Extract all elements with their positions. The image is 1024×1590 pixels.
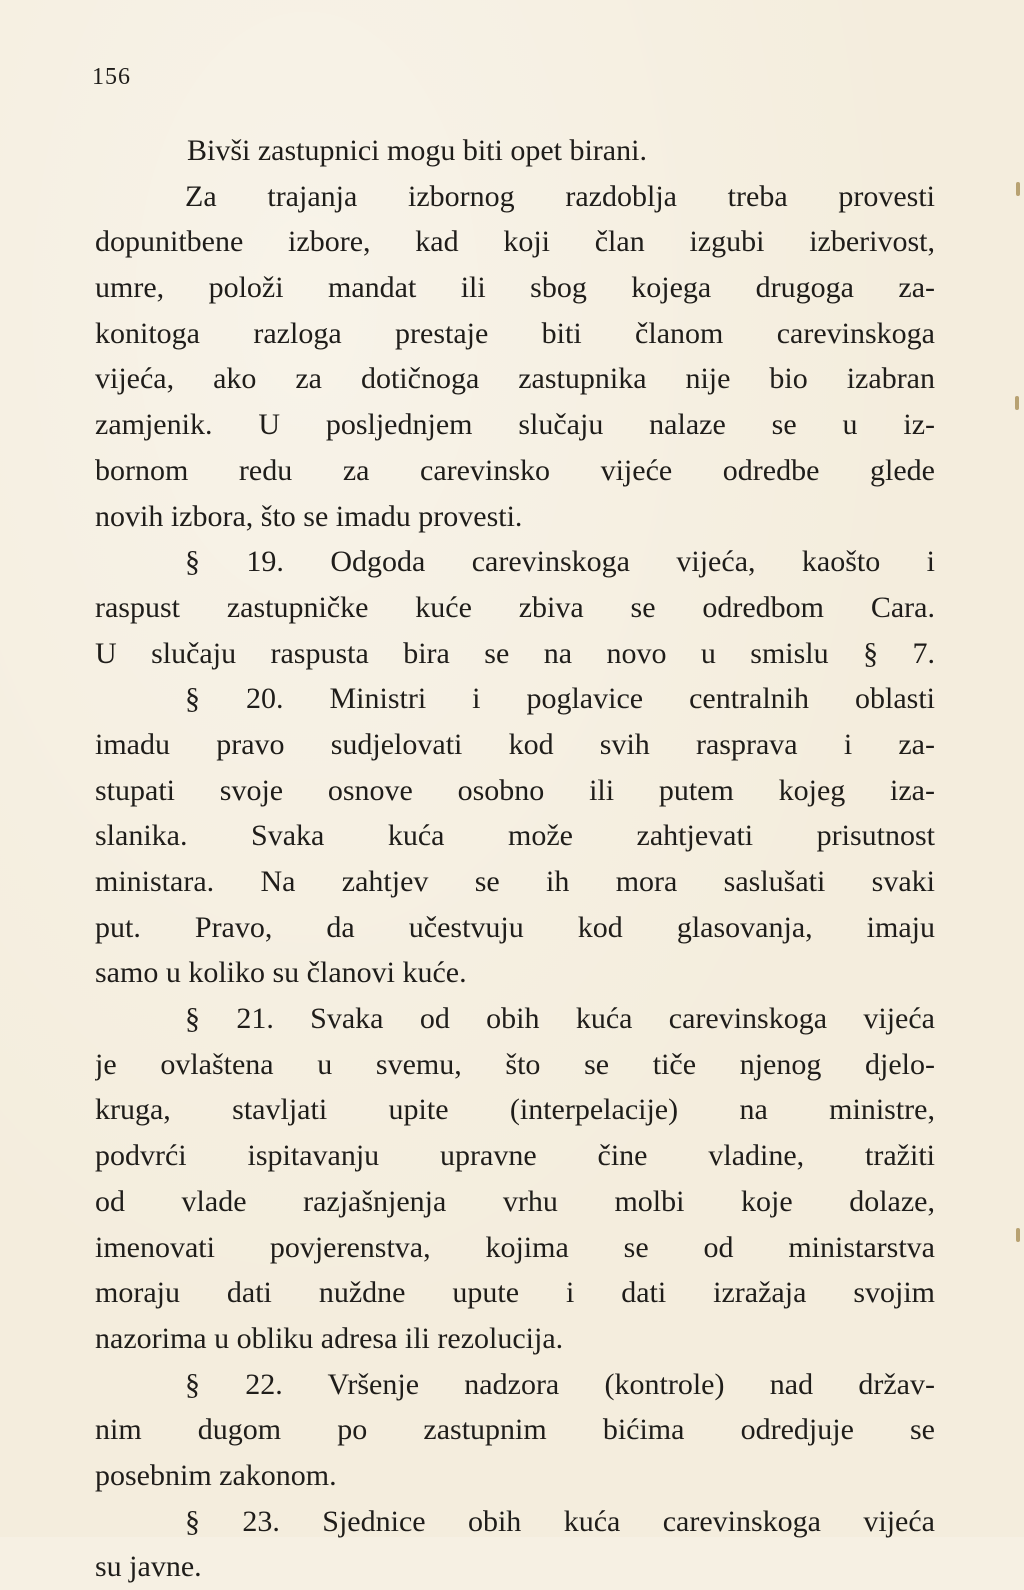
text-line: bornom redu za carevinsko vijeće odredbe glede bbox=[95, 453, 935, 487]
text-line: ministara. Na zahtjev se ih mora saslušati svaki bbox=[95, 865, 935, 898]
text-line: § 23. Sjednice obih kuća carevinskoga vijeća bbox=[185, 1504, 935, 1538]
text-line: podvrći ispitavanju upravne čine vladine, tražiti bbox=[95, 1139, 935, 1173]
text-line: U slučaju raspusta bira se na novo u smislu § 7. bbox=[95, 636, 935, 670]
text-line: nim dugom po zastupnim bićima odredjuje se bbox=[95, 1413, 935, 1447]
text-line: § 21. Svaka od obih kuća carevinskoga vijeća bbox=[185, 1002, 935, 1036]
text-line: moraju dati nuždne upute i dati izražaja svojim bbox=[95, 1276, 935, 1310]
text-line: su javne. bbox=[95, 1550, 202, 1584]
text-line: Za trajanja izbornog razdoblja treba provesti bbox=[185, 179, 935, 213]
text-line: stupati svoje osnove osobno ili putem kojeg iza- bbox=[95, 773, 935, 807]
body-text bbox=[95, 128, 935, 1590]
text-line: samo u koliko su članovi kuće. bbox=[95, 956, 467, 990]
text-line: umre, položi mandat ili sbog kojega drugoga za- bbox=[95, 271, 935, 305]
text-line: slanika. Svaka kuća može zahtjevati prisutnost bbox=[95, 819, 935, 853]
text-line: § 20. Ministri i poglavice centralnih oblasti bbox=[185, 682, 935, 716]
text-line: imenovati povjerenstva, kojima se od ministarstva bbox=[95, 1230, 935, 1264]
text-line: novih izbora, što se imadu provesti. bbox=[95, 499, 523, 533]
text-line: zamjenik. U posljednjem slučaju nalaze se u iz- bbox=[95, 408, 935, 442]
page-number: 156 bbox=[92, 64, 131, 90]
margin-mark bbox=[1016, 182, 1020, 196]
margin-mark bbox=[1015, 396, 1019, 410]
text-line: Bivši zastupnici mogu biti opet birani. bbox=[187, 134, 647, 167]
text-line: vijeća, ako za dotičnoga zastupnika nije bio izabran bbox=[95, 362, 935, 396]
text-line: konitoga razloga prestaje biti članom carevinskoga bbox=[95, 316, 935, 350]
margin-mark bbox=[1016, 1228, 1020, 1242]
text-line: posebnim zakonom. bbox=[95, 1458, 337, 1492]
text-line: od vlade razjašnjenja vrhu molbi koje dolaze, bbox=[95, 1184, 935, 1218]
text-line: put. Pravo, da učestvuju kod glasovanja, imaju bbox=[95, 910, 935, 944]
text-line: je ovlaštena u svemu, što se tiče njenog djelo- bbox=[95, 1047, 935, 1081]
text-line: dopunitbene izbore, kad koji član izgubi izberivost, bbox=[95, 225, 935, 259]
text-line: raspust zastupničke kuće zbiva se odredbom Cara. bbox=[95, 590, 935, 624]
text-line: § 19. Odgoda carevinskoga vijeća, kaošto i bbox=[185, 545, 935, 579]
text-line: imadu pravo sudjelovati kod svih rasprava i za- bbox=[95, 727, 935, 761]
text-line: nazorima u obliku adresa ili rezolucija. bbox=[95, 1321, 564, 1355]
text-line: kruga, stavljati upite (interpelacije) na ministre, bbox=[95, 1093, 935, 1127]
text-line: § 22. Vršenje nadzora (kontrole) nad držav- bbox=[185, 1367, 935, 1401]
